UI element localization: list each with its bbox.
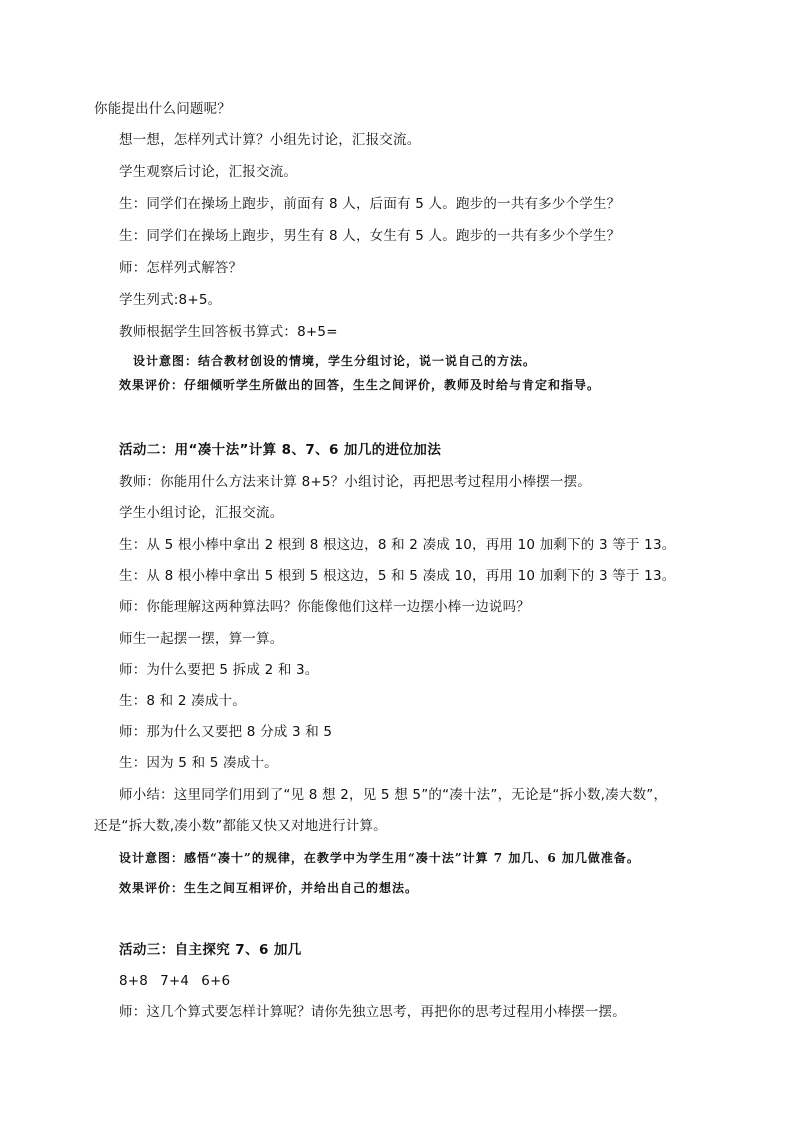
activity2-line: 师：为什么要把 5 拆成 2 和 3。 xyxy=(119,662,319,678)
activity3-expressions xyxy=(119,971,230,991)
board-formula: 教师根据学生回答板书算式：8+5= xyxy=(119,324,338,340)
teacher-question: 师：怎样列式解答？ xyxy=(119,260,243,276)
activity2-line: 学生小组讨论，汇报交流。 xyxy=(119,505,284,521)
activity3-heading: 活动三：自主探究 7、6 加几 xyxy=(119,942,302,958)
student-answer-2: 生：同学们在操场上跑步，男生有 8 人，女生有 5 人。跑步的一共有多少个学生？ xyxy=(119,228,621,244)
activity2-line: 生：从 5 根小棒中拿出 2 根到 8 根这边，8 和 2 凑成 10，再用 10 加剩下的 3 等于 13。 xyxy=(119,537,676,553)
intro-question: 你能提出什么问题呢？ xyxy=(94,101,231,117)
effect-eval-label: 效果评价： xyxy=(119,881,185,895)
design-intent-label: 设计意图： xyxy=(133,354,199,368)
activity2-line: 师生一起摆一摆，算一算。 xyxy=(119,631,284,647)
effect-eval-1 xyxy=(119,375,600,395)
expression: 7+4 xyxy=(160,973,190,989)
design-intent-2 xyxy=(119,848,640,868)
activity2-line: 教师：你能用什么方法来计算 8+5？小组讨论，再把思考过程用小棒摆一摆。 xyxy=(119,474,591,490)
activity2-line: 生：从 8 根小棒中拿出 5 根到 5 根这边，5 和 5 凑成 10，再用 10 加剩下的 3 等于 13。 xyxy=(119,568,676,584)
activity2-line: 师：你能理解这两种算法吗？你能像他们这样一边摆小棒一边说吗？ xyxy=(119,599,530,615)
activity3-teacher: 师：这几个算式要怎样计算呢？请你先独立思考，再把你的思考过程用小棒摆一摆。 xyxy=(119,1004,626,1020)
design-intent-label: 设计意图： xyxy=(119,851,185,865)
activity2-line: 生：8 和 2 凑成十。 xyxy=(119,693,246,709)
activity2-line: 师：那为什么又要把 8 分成 3 和 5 xyxy=(119,724,333,740)
teacher-summary-line-1: 师小结：这里同学们用到了“见 8 想 2，见 5 想 5”的“凑十法”，无论是“拆小数,凑大数”， xyxy=(119,787,668,803)
intro-think: 想一想，怎样列式计算？小组先讨论，汇报交流。 xyxy=(119,132,421,148)
intro-observe: 学生观察后讨论，汇报交流。 xyxy=(119,164,298,180)
effect-eval-2 xyxy=(119,878,418,898)
design-intent-text: 结合教材创设的情境，学生分组讨论，说一说自己的方法。 xyxy=(198,354,537,368)
activity2-heading: 活动二：用“凑十法”计算 8、7、6 加几的进位加法 xyxy=(119,442,442,458)
expression: 8+8 xyxy=(119,973,149,989)
effect-eval-text: 仔细倾听学生所做出的回答，生生之间评价，教师及时给与肯定和指导。 xyxy=(184,378,601,392)
design-intent-1 xyxy=(133,351,536,371)
design-intent-text: 感悟“凑十”的规律，在教学中为学生用“凑十法”计算 7 加几、6 加几做准备。 xyxy=(184,851,640,865)
effect-eval-text: 生生之间互相评价，并给出自己的想法。 xyxy=(184,881,419,895)
teacher-summary-line-2: 还是“拆大数,凑小数”都能又快又对地进行计算。 xyxy=(94,818,387,834)
expression: 6+6 xyxy=(201,973,231,989)
effect-eval-label: 效果评价： xyxy=(119,378,185,392)
student-formula: 学生列式:8+5。 xyxy=(119,292,222,308)
student-answer-1: 生：同学们在操场上跑步，前面有 8 人，后面有 5 人。跑步的一共有多少个学生？ xyxy=(119,196,621,212)
activity2-line: 生：因为 5 和 5 凑成十。 xyxy=(119,755,278,771)
